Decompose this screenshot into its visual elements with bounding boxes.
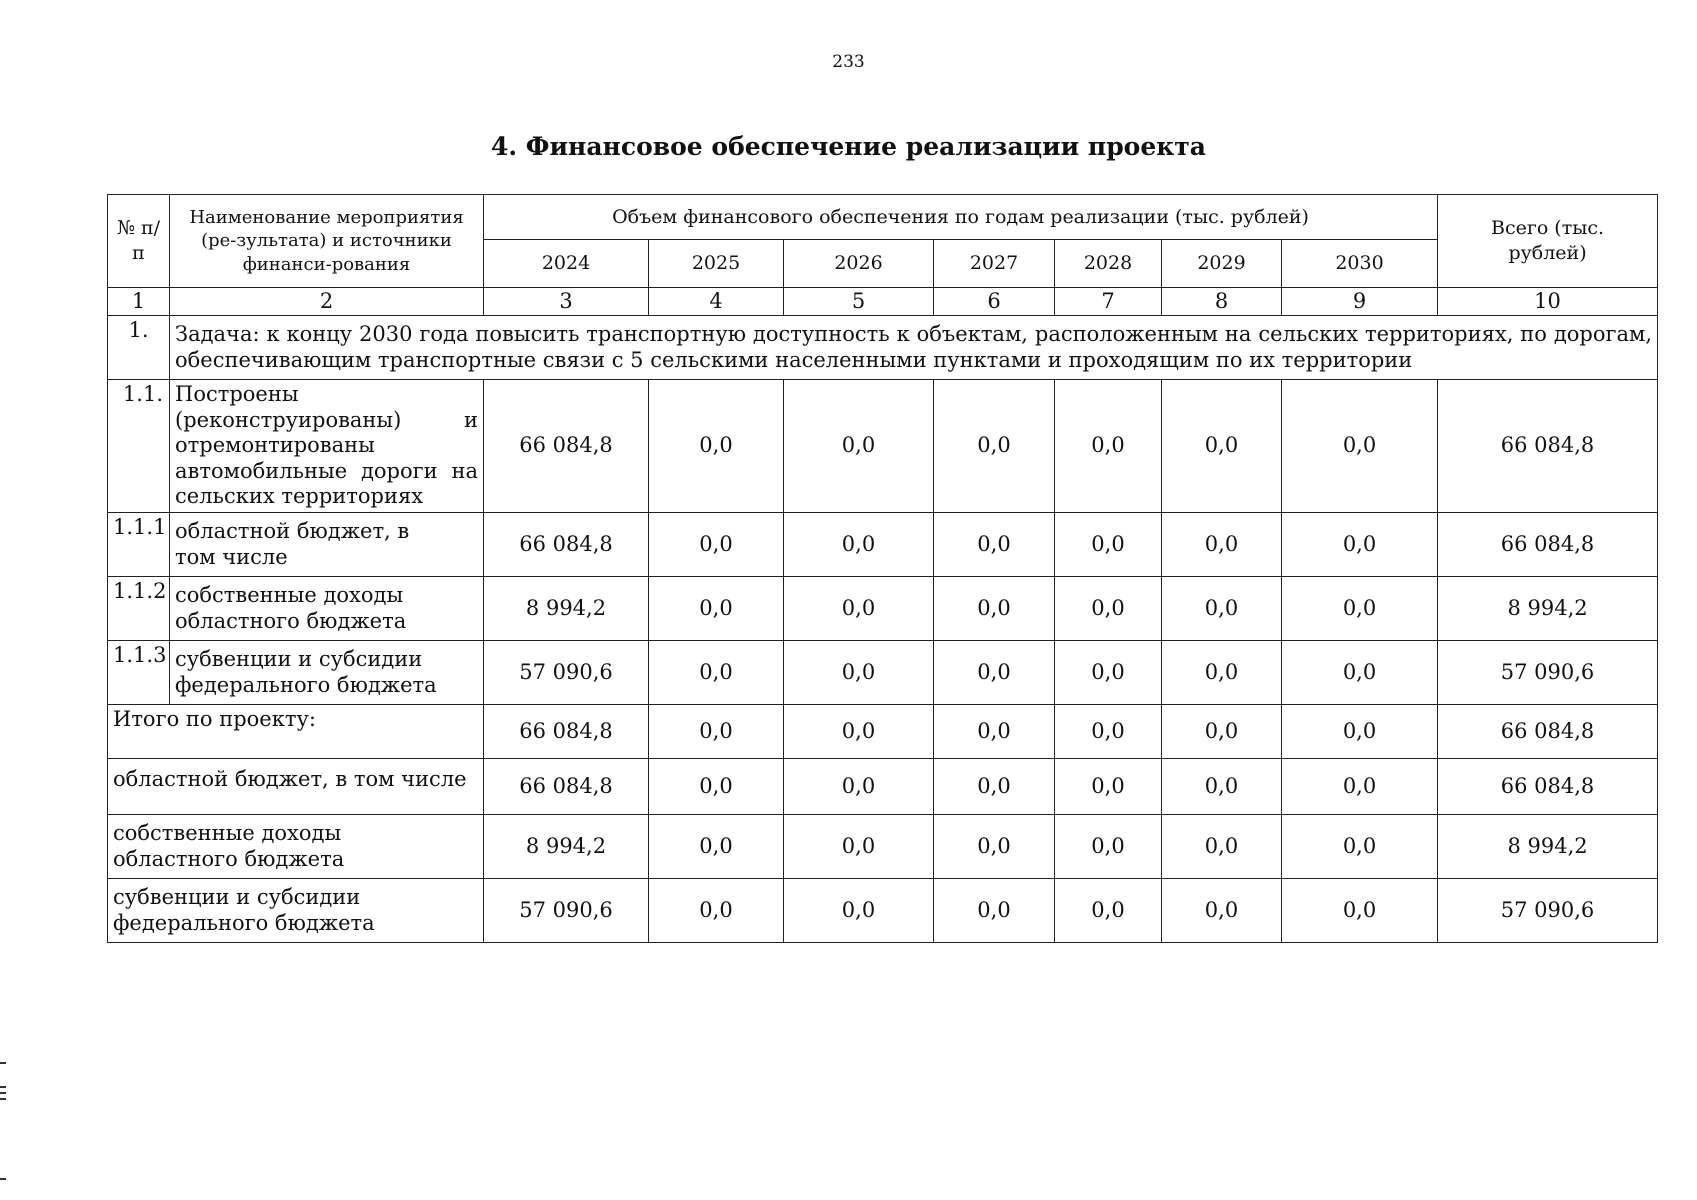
- value-cell: 0,0: [649, 815, 784, 879]
- margin-mark: [0, 1098, 6, 1100]
- value-cell: 0,0: [1282, 577, 1438, 641]
- value-cell: 0,0: [1162, 380, 1282, 513]
- value-cell: 0,0: [1055, 815, 1162, 879]
- value-cell: 0,0: [934, 759, 1055, 815]
- header-name: Наименование мероприятия (ре-зультата) и источники финанси-рования: [170, 195, 484, 288]
- row-number: 1.1.: [108, 380, 170, 513]
- value-cell: 0,0: [934, 513, 1055, 577]
- value-cell: 0,0: [1282, 641, 1438, 705]
- value-cell: 57 090,6: [484, 879, 649, 943]
- header-year: 2028: [1055, 240, 1162, 288]
- value-cell: 0,0: [784, 380, 934, 513]
- header-year: 2025: [649, 240, 784, 288]
- value-cell: 0,0: [1282, 815, 1438, 879]
- summary-label: собственные доходы областного бюджета: [108, 815, 484, 879]
- column-number: 6: [934, 288, 1055, 316]
- margin-mark: [0, 1086, 6, 1088]
- header-volume: Объем финансового обеспечения по годам реализации (тыс. рублей): [484, 195, 1438, 240]
- value-cell: 0,0: [934, 380, 1055, 513]
- document-title: 4. Финансовое обеспечение реализации проекта: [490, 132, 1206, 161]
- value-cell: 0,0: [649, 513, 784, 577]
- value-cell: 8 994,2: [484, 577, 649, 641]
- value-cell: 0,0: [1162, 641, 1282, 705]
- total-cell: 8 994,2: [1438, 577, 1658, 641]
- value-cell: 0,0: [649, 577, 784, 641]
- value-cell: 66 084,8: [484, 759, 649, 815]
- value-cell: 0,0: [1055, 879, 1162, 943]
- row-name: собственные доходы областного бюджета: [170, 577, 484, 641]
- value-cell: 66 084,8: [484, 513, 649, 577]
- value-cell: 0,0: [649, 641, 784, 705]
- summary-row: [108, 879, 1658, 943]
- value-cell: 0,0: [784, 641, 934, 705]
- header-total: Всего (тыс. рублей): [1438, 195, 1658, 288]
- value-cell: 0,0: [784, 513, 934, 577]
- margin-mark: [0, 1178, 6, 1180]
- value-cell: 66 084,8: [484, 380, 649, 513]
- value-cell: 0,0: [934, 879, 1055, 943]
- value-cell: 0,0: [1162, 879, 1282, 943]
- total-cell: 66 084,8: [1438, 380, 1658, 513]
- column-number: 9: [1282, 288, 1438, 316]
- column-number: 2: [170, 288, 484, 316]
- table-row: [108, 577, 1658, 641]
- total-cell: 57 090,6: [1438, 641, 1658, 705]
- row-name: субвенции и субсидии федерального бюджета: [170, 641, 484, 705]
- task-row: [108, 316, 1658, 380]
- task-number: 1.: [108, 316, 170, 380]
- value-cell: 0,0: [934, 641, 1055, 705]
- header-year: 2027: [934, 240, 1055, 288]
- row-name: областной бюджет, в том числе: [170, 513, 484, 577]
- table-row: [108, 513, 1658, 577]
- column-number: 5: [784, 288, 934, 316]
- row-number: 1.1.2: [108, 577, 170, 641]
- value-cell: 0,0: [784, 815, 934, 879]
- table-row: [108, 641, 1658, 705]
- column-number: 8: [1162, 288, 1282, 316]
- value-cell: 0,0: [1055, 641, 1162, 705]
- value-cell: 0,0: [649, 380, 784, 513]
- value-cell: 0,0: [934, 815, 1055, 879]
- value-cell: 0,0: [1055, 759, 1162, 815]
- column-number: 10: [1438, 288, 1658, 316]
- header-year: 2030: [1282, 240, 1438, 288]
- header-year: 2026: [784, 240, 934, 288]
- value-cell: 0,0: [1162, 577, 1282, 641]
- column-number: 1: [108, 288, 170, 316]
- value-cell: 0,0: [934, 577, 1055, 641]
- table-row: [108, 380, 1658, 513]
- value-cell: 0,0: [1162, 705, 1282, 759]
- page-number: 233: [832, 52, 865, 72]
- value-cell: 0,0: [649, 879, 784, 943]
- value-cell: 0,0: [784, 759, 934, 815]
- value-cell: 0,0: [1055, 380, 1162, 513]
- header-num: № п/п: [108, 195, 170, 288]
- column-number-row: [108, 288, 1658, 316]
- column-number: 7: [1055, 288, 1162, 316]
- value-cell: 66 084,8: [484, 705, 649, 759]
- value-cell: 0,0: [1162, 759, 1282, 815]
- value-cell: 0,0: [1282, 513, 1438, 577]
- value-cell: 0,0: [1282, 879, 1438, 943]
- table-header-row: [108, 195, 1658, 240]
- row-number: 1.1.3: [108, 641, 170, 705]
- summary-label: субвенции и субсидии федерального бюджета: [108, 879, 484, 943]
- column-number: 3: [484, 288, 649, 316]
- value-cell: 0,0: [784, 879, 934, 943]
- value-cell: 0,0: [784, 705, 934, 759]
- value-cell: 0,0: [1282, 705, 1438, 759]
- value-cell: 0,0: [1055, 513, 1162, 577]
- summary-label: Итого по проекту:: [108, 705, 484, 759]
- margin-mark: [0, 1062, 6, 1064]
- value-cell: 0,0: [1162, 513, 1282, 577]
- task-text: Задача: к концу 2030 года повысить транспортную доступность к объектам, расположенным на сельских территориях, по дорогам, обеспечивающим транспортные связи с 5 сельскими населенными пунктами и проходящим по их территории: [170, 316, 1658, 380]
- total-cell: 8 994,2: [1438, 815, 1658, 879]
- total-cell: 66 084,8: [1438, 759, 1658, 815]
- value-cell: 0,0: [649, 705, 784, 759]
- value-cell: 0,0: [1055, 705, 1162, 759]
- value-cell: 8 994,2: [484, 815, 649, 879]
- value-cell: 0,0: [1055, 577, 1162, 641]
- total-cell: 66 084,8: [1438, 705, 1658, 759]
- value-cell: 0,0: [1282, 380, 1438, 513]
- summary-label: областной бюджет, в том числе: [108, 759, 484, 815]
- row-number: 1.1.1: [108, 513, 170, 577]
- header-year: 2024: [484, 240, 649, 288]
- summary-row: [108, 705, 1658, 759]
- financing-table: [107, 194, 1658, 943]
- value-cell: 57 090,6: [484, 641, 649, 705]
- value-cell: 0,0: [934, 705, 1055, 759]
- total-cell: 66 084,8: [1438, 513, 1658, 577]
- total-cell: 57 090,6: [1438, 879, 1658, 943]
- value-cell: 0,0: [1282, 759, 1438, 815]
- value-cell: 0,0: [1162, 815, 1282, 879]
- column-number: 4: [649, 288, 784, 316]
- summary-row: [108, 815, 1658, 879]
- value-cell: 0,0: [649, 759, 784, 815]
- row-name: Построены (реконструированы) и отремонтированы автомобильные дороги на сельских территориях: [170, 380, 484, 513]
- value-cell: 0,0: [784, 577, 934, 641]
- header-year: 2029: [1162, 240, 1282, 288]
- margin-mark: [0, 1092, 6, 1094]
- summary-row: [108, 759, 1658, 815]
